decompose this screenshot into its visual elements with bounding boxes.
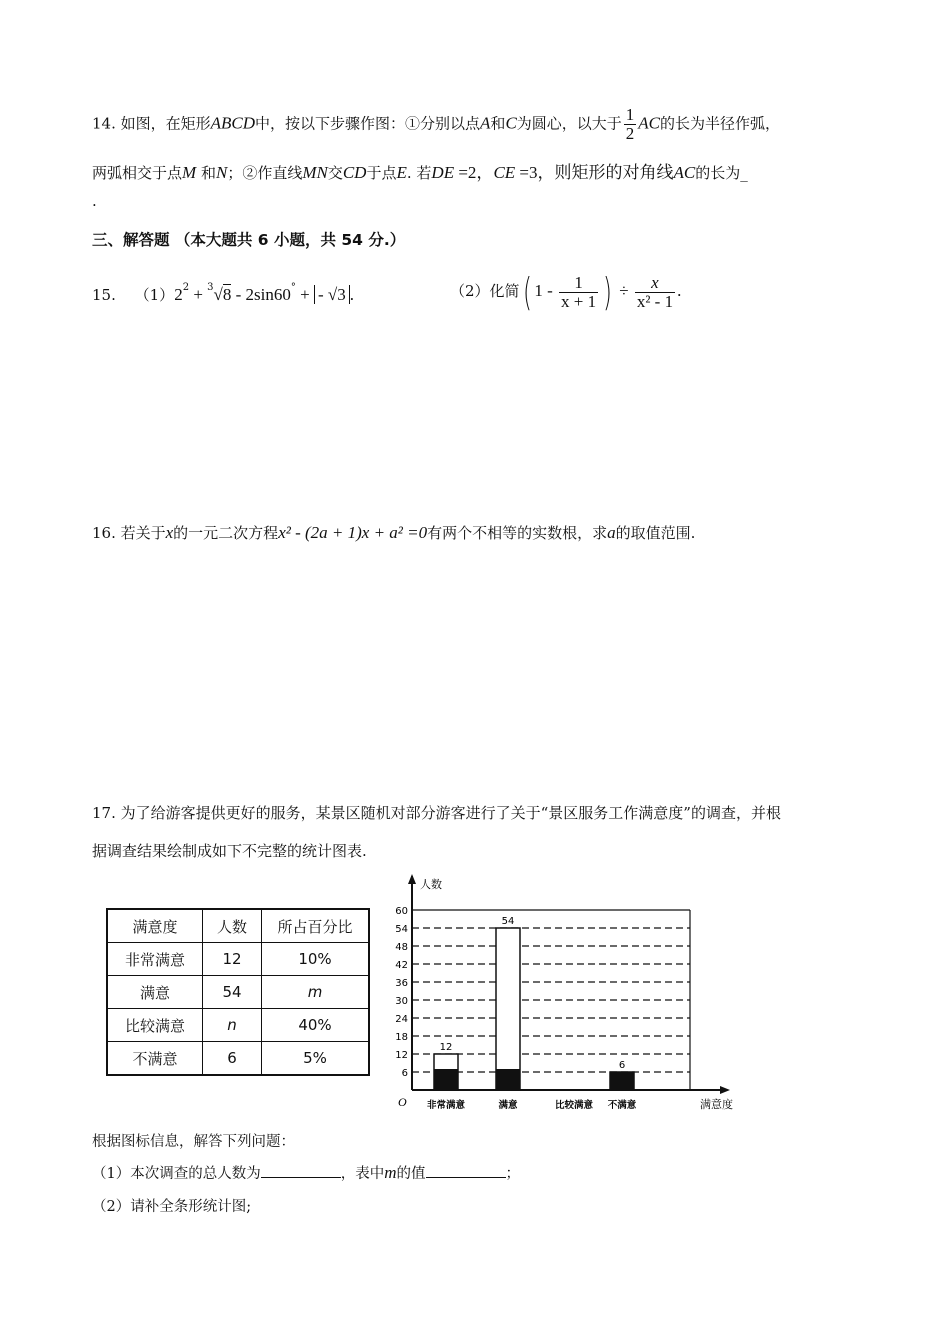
answer-blank-m[interactable]	[426, 1163, 506, 1178]
table-cell: 40%	[262, 1009, 370, 1042]
q15-part2: （2）化简( 1 - $\frac{1}{x + 1}$ ) ÷ $\frac{x}{\text{x² - 1}}$ .	[450, 270, 682, 314]
y-tick-label: 42	[395, 960, 408, 971]
table-cell: 不满意	[107, 1042, 203, 1076]
y-tick-label: 18	[395, 1032, 408, 1043]
y-tick-label: 54	[395, 924, 408, 935]
q14-line3: .	[92, 192, 97, 210]
category-labels	[427, 1099, 637, 1111]
table-row	[107, 1042, 369, 1076]
bar	[496, 928, 520, 1090]
y-axis-label: 人数	[420, 878, 442, 891]
table-cell: n	[203, 1009, 262, 1042]
q17-line2: 据调查结果绘制成如下不完整的统计图表.	[92, 842, 367, 860]
q15: 15. $(1)2^2 + ^3√8 - 2\sin 60^\circ$ + - √3 .	[92, 282, 354, 304]
x-axis-label: 满意度	[700, 1098, 733, 1111]
section-title: 三、解答题 （本大题共 6 小题，共 54 分.）	[92, 231, 406, 249]
category-label: 不满意	[607, 1100, 637, 1111]
q17-sub1: （1）本次调查的总人数为 ，表中m的值 ；	[92, 1163, 521, 1182]
q17-line1: 17. 为了给游客提供更好的服务，某景区随机对部分游客进行了关于“景区服务工作满意度”的调查，并根	[92, 804, 781, 822]
table-header: 人数	[203, 909, 262, 943]
table-cell: 比较满意	[107, 1009, 203, 1042]
y-tick-label: 60	[395, 906, 408, 917]
q17-after: 根据图标信息，解答下列问题：	[92, 1134, 295, 1150]
table-row	[107, 976, 369, 1009]
table-cell: 6	[203, 1042, 262, 1076]
category-label: 非常满意	[426, 1100, 466, 1111]
x-axis-arrow-icon	[720, 1086, 730, 1094]
y-tick-label: 6	[401, 1068, 408, 1079]
bar-chart	[380, 872, 740, 1120]
table-row	[107, 943, 369, 976]
fraction-1-over-x-plus-1: $\frac{1}{x + 1}$	[561, 272, 597, 311]
table-header-row	[107, 909, 369, 943]
q16: 16. 若关于x的一元二次方程x² - (2a + 1)x + a² =0有两个不相等的实数根，求a的取值范围.	[92, 523, 696, 542]
bar-fill	[434, 1069, 458, 1090]
bar-fill	[610, 1072, 634, 1090]
y-tick-label: 30	[395, 996, 408, 1007]
y-tick-label: 24	[395, 1014, 408, 1025]
fraction-x-over-x2-minus-1: $\frac{x}{\text{x² - 1}}$	[636, 272, 674, 311]
q14-line1: 14. 如图，在矩形ABCD中，按以下步骤作图：①分别以点A和C为圆心，以大于 $\frac{1}{2}$ AC的长为半径作弧，	[92, 105, 781, 143]
table-cell: 5%	[262, 1042, 370, 1076]
q14-line2: 两弧相交于点M 和N；②作直线MN交CD于点E. 若DE =2，CE =3，则矩形的对角线AC的长为_	[92, 163, 748, 182]
category-label: 比较满意	[554, 1100, 594, 1111]
answer-blank-total[interactable]	[261, 1163, 341, 1178]
bar-fill	[496, 1069, 520, 1090]
table-cell: 10%	[262, 943, 370, 976]
table-row	[107, 1009, 369, 1042]
table-cell: 54	[203, 976, 262, 1009]
y-tick-label: 36	[395, 978, 408, 989]
y-tick-labels	[395, 906, 408, 1079]
table-header: 所占百分比	[262, 909, 370, 943]
table-cell: 12	[203, 943, 262, 976]
origin-label: O	[398, 1095, 407, 1109]
q17-sub2: （2）请补全条形统计图;	[92, 1199, 252, 1215]
y-tick-label: 48	[395, 942, 408, 953]
satisfaction-table	[106, 908, 370, 1076]
y-axis-arrow-icon	[408, 874, 416, 884]
bar-data-label: 54	[501, 916, 515, 927]
abs-value: - √3	[314, 285, 350, 304]
table-cell: 满意	[107, 976, 203, 1009]
bar-data-label: 6	[618, 1060, 626, 1071]
half-fraction: $\frac{1}{2}$	[625, 105, 635, 143]
cube-root: √8	[213, 285, 232, 304]
table-header: 满意度	[107, 909, 203, 943]
y-tick-label: 12	[395, 1050, 408, 1061]
category-label: 满意	[498, 1100, 518, 1111]
bar-data-label: 12	[439, 1042, 453, 1053]
table-cell: m	[262, 976, 370, 1009]
bars	[434, 916, 634, 1090]
table-cell: 非常满意	[107, 943, 203, 976]
